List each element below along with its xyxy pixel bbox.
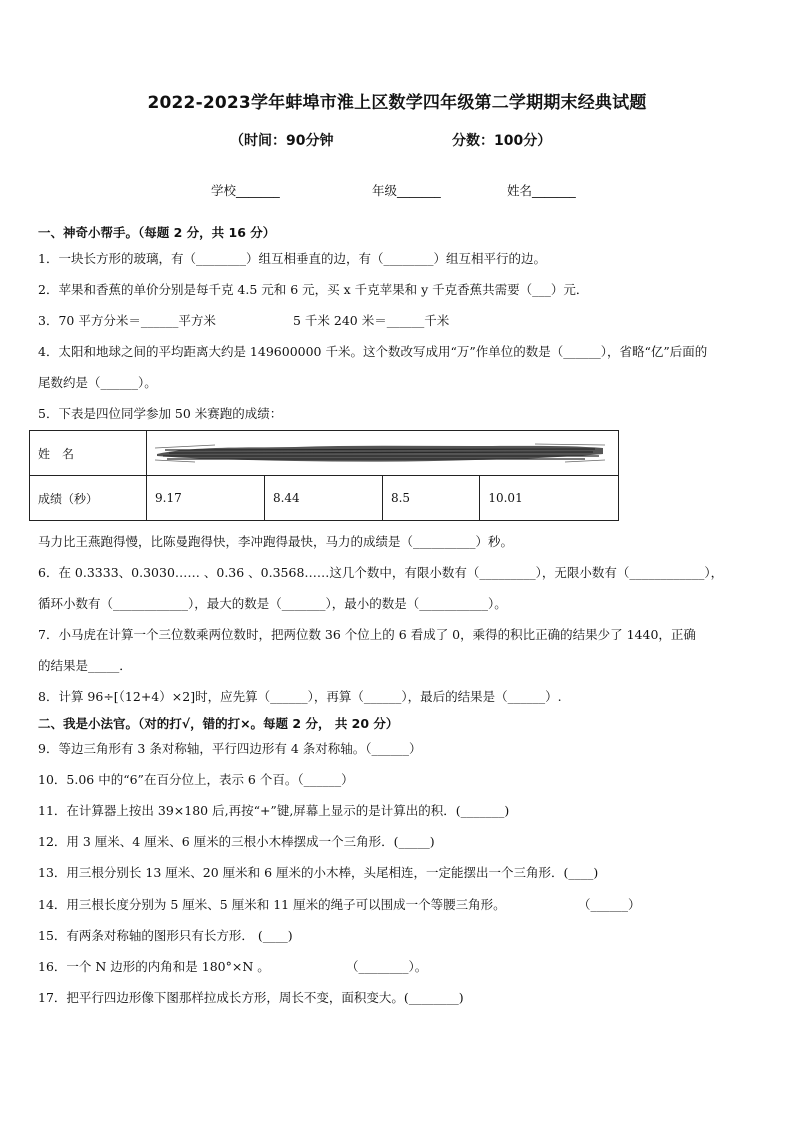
- question-6a: 6．在 0.3333、0.3030…… 、0.36 、0.3568……这几个数中，有限小数有（_________），无限小数有（____________），: [38, 565, 724, 580]
- question-3b: 5 千米 240 米＝______千米: [293, 313, 450, 328]
- question-17: 17．把平行四边形像下图那样拉成长方形，周长不变，面积变大。(________): [38, 990, 464, 1005]
- question-5: 5．下表是四位同学参加 50 米赛跑的成绩：: [38, 406, 283, 421]
- question-4b: 尾数约是（______）。: [38, 375, 157, 390]
- exam-title: 2022-2023学年蚌埠市淮上区数学四年级第二学期期末经典试题: [147, 93, 647, 113]
- scribble-mark: [155, 440, 605, 466]
- question-15: 15．有两条对称轴的图形只有长方形． (____): [38, 928, 293, 943]
- name-field: 姓名_______: [507, 183, 576, 198]
- score-cell: 8.44: [264, 476, 382, 521]
- score-info: 分数：100分）: [452, 133, 552, 149]
- table-row: [30, 476, 619, 521]
- score-cell: 9.17: [147, 476, 265, 521]
- scribbled-names-cell: [147, 431, 619, 476]
- question-16: 16．一个 N 边形的内角和是 180°×N 。: [38, 959, 270, 974]
- question-6b: 循环小数有（____________），最大的数是（_______），最小的数是（___________）。: [38, 596, 507, 611]
- race-results-table: [29, 430, 619, 521]
- question-10: 10．5.06 中的“6”在百分位上，表示 6 个百。（______）: [38, 772, 354, 787]
- score-cell: 10.01: [480, 476, 619, 521]
- time-info: （时间：90分钟: [230, 133, 334, 149]
- question-2: 2．苹果和香蕉的单价分别是每千克 4.5 元和 6 元，买 x 千克苹果和 y 千克香蕉共需要（___）元．: [38, 282, 589, 297]
- question-14-answer: （______）: [578, 897, 641, 912]
- section-1-heading: 一、神奇小帮手。（每题 2 分，共 16 分）: [38, 225, 276, 240]
- score-header-cell: 成绩（秒）: [30, 476, 147, 521]
- question-9: 9．等边三角形有 3 条对称轴，平行四边形有 4 条对称轴。（______）: [38, 741, 422, 756]
- question-16-answer: （________）。: [346, 959, 428, 974]
- question-1: 1．一块长方形的玻璃，有（________）组互相垂直的边，有（________）组互相平行的边。: [38, 251, 546, 266]
- name-header-cell: 姓 名: [30, 431, 147, 476]
- question-3a: 3．70 平方分米＝______平方米: [38, 313, 216, 328]
- question-13: 13．用三根分别长 13 厘米、20 厘米和 6 厘米的小木棒，头尾相连，一定能摆出一个三角形．(____): [38, 865, 599, 880]
- question-7b: 的结果是_____．: [38, 658, 132, 673]
- question-8: 8．计算 96÷[（12+4）×2]时，应先算（______），再算（______），最后的结果是（______）.: [38, 689, 562, 704]
- school-field: 学校_______: [211, 183, 280, 198]
- score-cell: 8.5: [382, 476, 479, 521]
- question-5b: 马力比王燕跑得慢，比陈曼跑得快，李冲跑得最快，马力的成绩是（__________）秒。: [38, 534, 514, 549]
- section-2-heading: 二、我是小法官。（对的打√，错的打×。每题 2 分， 共 20 分）: [38, 716, 399, 731]
- question-4a: 4．太阳和地球之间的平均距离大约是 149600000 千米。这个数改写成用“万”作单位的数是（______），省略“亿”后面的: [38, 344, 708, 359]
- question-12: 12．用 3 厘米、4 厘米、6 厘米的三根小木棒摆成一个三角形．(_____): [38, 834, 435, 849]
- question-7a: 7．小马虎在计算一个三位数乘两位数时，把两位数 36 个位上的 6 看成了 0，乘得的积比正确的结果少了 1440，正确: [38, 627, 696, 642]
- question-14: 14．用三根长度分别为 5 厘米、5 厘米和 11 厘米的绳子可以围成一个等腰三角形。: [38, 897, 506, 912]
- grade-field: 年级_______: [372, 183, 441, 198]
- question-11: 11．在计算器上按出 39×180 后,再按“+”键,屏幕上显示的是计算出的积．(_______): [38, 803, 510, 818]
- table-row: [30, 431, 619, 476]
